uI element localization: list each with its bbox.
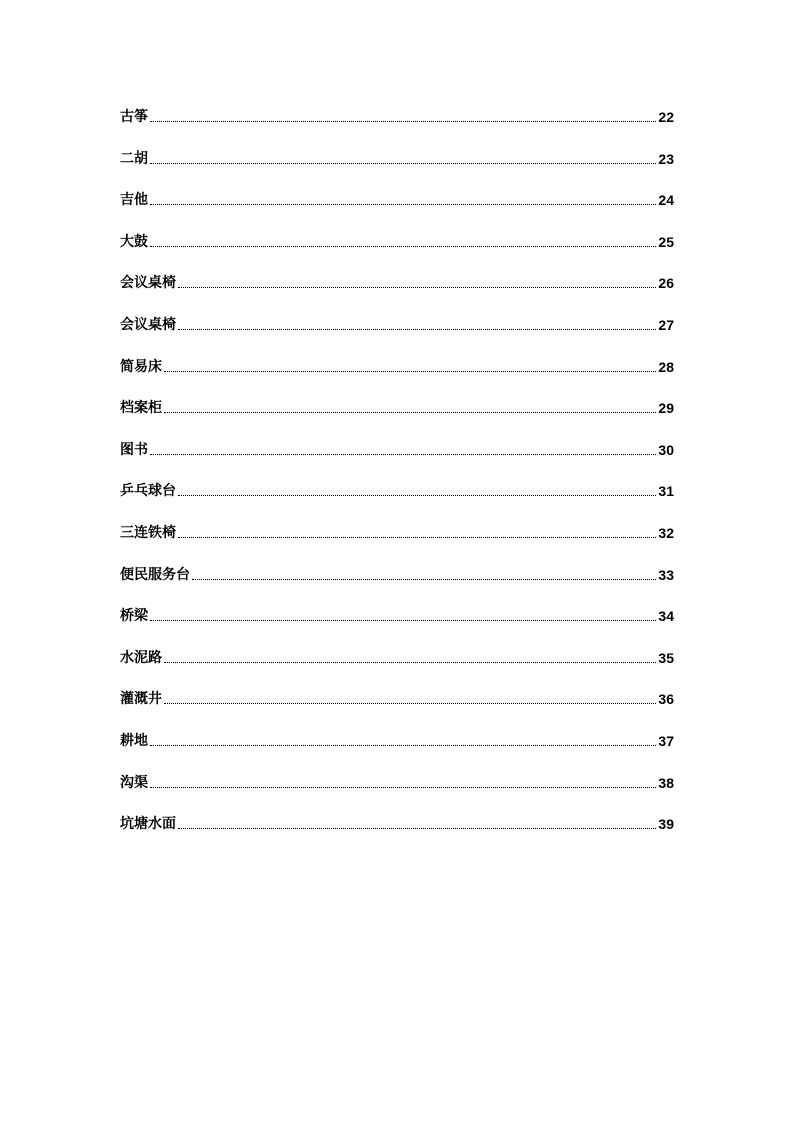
toc-entry-title[interactable]: 会议桌椅: [120, 275, 176, 292]
toc-dot-leader: [150, 203, 656, 205]
toc-entry[interactable]: [120, 128, 674, 170]
toc-entry-title[interactable]: 档案柜: [120, 400, 162, 417]
toc-dot-leader: [150, 619, 656, 621]
toc-entry-title[interactable]: 桥梁: [120, 608, 148, 625]
toc-entry-title[interactable]: 坑塘水面: [120, 816, 176, 833]
toc-entry[interactable]: [120, 544, 674, 586]
toc-entry[interactable]: [120, 586, 674, 628]
toc-page-number[interactable]: 28: [658, 358, 674, 375]
toc-entry[interactable]: [120, 710, 674, 752]
toc-dot-leader: [164, 661, 656, 663]
toc-dot-leader: [178, 494, 656, 496]
table-of-contents: [120, 106, 674, 835]
toc-dot-leader: [150, 786, 656, 788]
toc-entry-title[interactable]: 三连铁椅: [120, 524, 176, 541]
toc-dot-leader: [150, 162, 656, 164]
toc-entry[interactable]: [120, 294, 674, 336]
toc-page-number[interactable]: 34: [658, 608, 674, 625]
toc-entry[interactable]: [120, 502, 674, 544]
toc-entry-title[interactable]: 吉他: [120, 192, 148, 209]
toc-dot-leader: [178, 536, 656, 538]
toc-entry-title[interactable]: 二胡: [120, 150, 148, 167]
toc-page-number[interactable]: 29: [658, 400, 674, 417]
toc-dot-leader: [178, 827, 656, 829]
toc-entry-title[interactable]: 沟渠: [120, 774, 148, 791]
toc-entry-title[interactable]: 乒乓球台: [120, 483, 176, 500]
toc-entry[interactable]: [120, 627, 674, 669]
toc-entry-title[interactable]: 大鼓: [120, 233, 148, 250]
toc-dot-leader: [178, 328, 656, 330]
toc-dot-leader: [150, 120, 656, 122]
toc-entry-title[interactable]: 耕地: [120, 732, 148, 749]
toc-page-number[interactable]: 23: [658, 150, 674, 167]
toc-entry[interactable]: [120, 211, 674, 253]
toc-entry[interactable]: [120, 419, 674, 461]
toc-page-number[interactable]: 36: [658, 691, 674, 708]
toc-page-number[interactable]: 39: [658, 816, 674, 833]
toc-dot-leader: [164, 702, 656, 704]
toc-page-number[interactable]: 32: [658, 524, 674, 541]
toc-entry-title[interactable]: 灌溉井: [120, 691, 162, 708]
toc-dot-leader: [164, 411, 656, 413]
toc-page-number[interactable]: 31: [658, 483, 674, 500]
toc-page-number[interactable]: 27: [658, 316, 674, 333]
toc-dot-leader: [192, 578, 656, 580]
toc-entry-title[interactable]: 会议桌椅: [120, 316, 176, 333]
toc-entry[interactable]: [120, 794, 674, 836]
toc-dot-leader: [150, 744, 656, 746]
toc-entry-title[interactable]: 古筝: [120, 109, 148, 125]
toc-entry[interactable]: [120, 106, 674, 128]
toc-page-number[interactable]: 38: [658, 774, 674, 791]
toc-entry-title[interactable]: 水泥路: [120, 649, 162, 666]
toc-page-number[interactable]: 25: [658, 233, 674, 250]
toc-entry[interactable]: [120, 336, 674, 378]
toc-page-number[interactable]: 37: [658, 732, 674, 749]
toc-page-number[interactable]: 22: [658, 109, 674, 125]
toc-entry-title[interactable]: 便民服务台: [120, 566, 190, 583]
toc-page-number[interactable]: 33: [658, 566, 674, 583]
toc-dot-leader: [178, 286, 656, 288]
toc-dot-leader: [164, 370, 656, 372]
toc-dot-leader: [150, 245, 656, 247]
toc-entry[interactable]: [120, 253, 674, 295]
toc-entry-title[interactable]: 简易床: [120, 358, 162, 375]
toc-entry[interactable]: [120, 669, 674, 711]
toc-entry[interactable]: [120, 752, 674, 794]
toc-page-number[interactable]: 26: [658, 275, 674, 292]
toc-page-number[interactable]: 30: [658, 441, 674, 458]
toc-page-number[interactable]: 24: [658, 192, 674, 209]
toc-entry[interactable]: [120, 378, 674, 420]
toc-dot-leader: [150, 453, 656, 455]
toc-entry[interactable]: [120, 170, 674, 212]
toc-entry-title[interactable]: 图书: [120, 441, 148, 458]
toc-page-number[interactable]: 35: [658, 649, 674, 666]
toc-entry[interactable]: [120, 461, 674, 503]
